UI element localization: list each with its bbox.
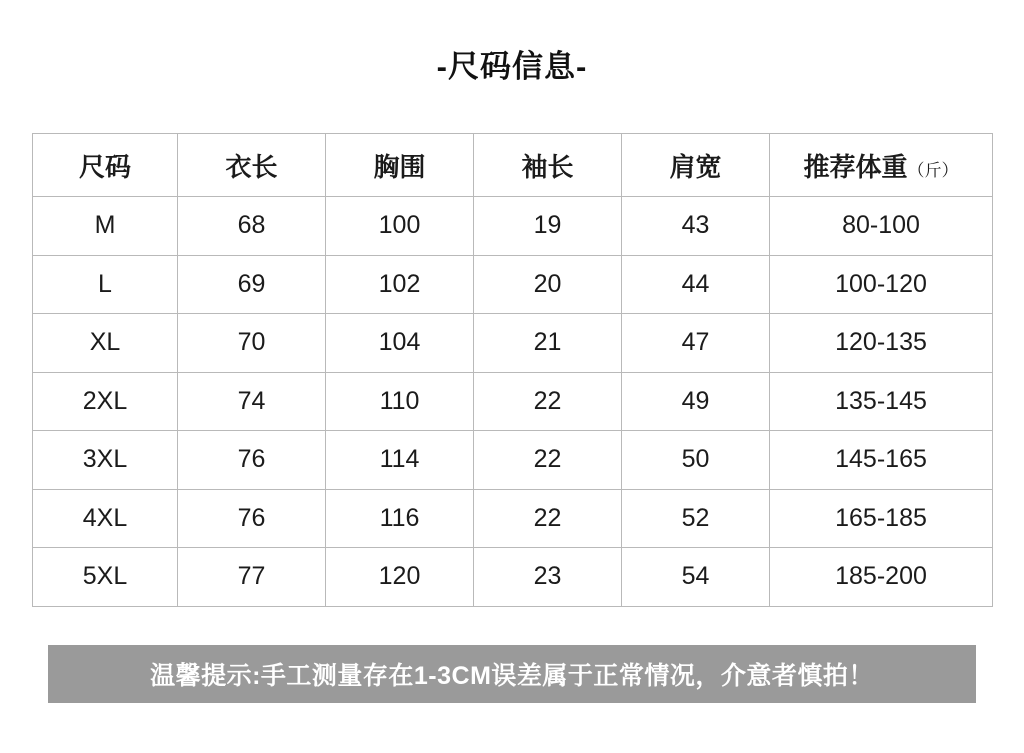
column-header-sleeve-label: 袖长 [521,151,574,182]
cell-size: M [33,197,178,256]
table-header-row [33,134,993,197]
cell-length: 76 [178,489,326,548]
table-row [33,431,993,490]
cell-weight: 135-145 [770,372,993,431]
size-table-container [32,133,992,607]
cell-shoulder: 44 [622,255,770,314]
cell-shoulder: 47 [622,314,770,373]
table-row [33,314,993,373]
cell-bust: 114 [326,431,474,490]
cell-bust: 116 [326,489,474,548]
page-title: -尺码信息- [436,49,588,84]
cell-shoulder: 49 [622,372,770,431]
table-row [33,489,993,548]
column-header-sleeve [474,134,622,197]
column-header-size [33,134,178,197]
cell-shoulder: 52 [622,489,770,548]
cell-sleeve: 21 [474,314,622,373]
cell-weight: 145-165 [770,431,993,490]
cell-size: 5XL [33,548,178,607]
cell-size: 2XL [33,372,178,431]
column-header-shoulder-label: 肩宽 [669,151,722,182]
cell-size: XL [33,314,178,373]
cell-length: 76 [178,431,326,490]
cell-bust: 120 [326,548,474,607]
cell-weight: 185-200 [770,548,993,607]
cell-bust: 102 [326,255,474,314]
column-header-weight-unit: （斤） [907,160,959,180]
table-row [33,197,993,256]
cell-sleeve: 22 [474,489,622,548]
table-row [33,255,993,314]
table-row [33,548,993,607]
cell-sleeve: 23 [474,548,622,607]
cell-weight: 100-120 [770,255,993,314]
cell-weight: 165-185 [770,489,993,548]
cell-shoulder: 50 [622,431,770,490]
table-row [33,372,993,431]
cell-size: 3XL [33,431,178,490]
column-header-shoulder [622,134,770,197]
notice-text: 温馨提示:手工测量存在1-3CM误差属于正常情况，介意者慎拍！ [150,662,874,690]
cell-shoulder: 43 [622,197,770,256]
column-header-length-label: 衣长 [225,151,278,182]
cell-bust: 104 [326,314,474,373]
cell-size: 4XL [33,489,178,548]
table-header [33,134,993,197]
column-header-bust-label: 胸围 [373,151,426,182]
cell-length: 68 [178,197,326,256]
cell-sleeve: 22 [474,431,622,490]
table-body [33,197,993,607]
cell-shoulder: 54 [622,548,770,607]
cell-sleeve: 19 [474,197,622,256]
column-header-weight [770,134,993,197]
cell-bust: 110 [326,372,474,431]
notice-banner [48,645,976,703]
cell-sleeve: 20 [474,255,622,314]
column-header-weight-label: 推荐体重 [803,151,908,182]
column-header-bust [326,134,474,197]
cell-sleeve: 22 [474,372,622,431]
cell-weight: 120-135 [770,314,993,373]
cell-size: L [33,255,178,314]
cell-weight: 80-100 [770,197,993,256]
cell-length: 70 [178,314,326,373]
column-header-size-label: 尺码 [78,151,131,182]
cell-length: 69 [178,255,326,314]
cell-length: 77 [178,548,326,607]
column-header-length [178,134,326,197]
cell-length: 74 [178,372,326,431]
size-table [32,133,993,607]
cell-bust: 100 [326,197,474,256]
